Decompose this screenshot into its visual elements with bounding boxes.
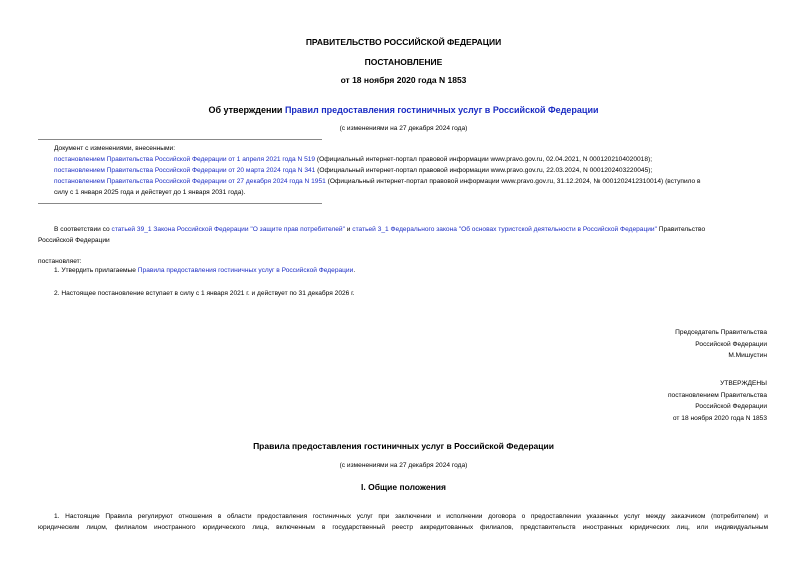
- title-prefix: Об утверждении: [208, 105, 285, 115]
- title-rules-link[interactable]: Правил предоставления гостиничных услуг в Российской Федерации: [284, 105, 599, 115]
- approval-block: УТВЕРЖДЕНЫ постановлением Правительства Российской Федерации от 18 ноября 2020 года N 1853: [667, 380, 767, 422]
- title-changes: (с изменениями на 27 декабря 2024 года): [339, 125, 468, 132]
- point-2: 2. Настоящее постановление вступает в силу с 1 января 2021 г. и действует по 31 декабря 2026 г.: [54, 290, 355, 297]
- rules-title: Правила предоставления гостиничных услуг в Российской Федерации: [253, 441, 554, 451]
- law-3-1-link[interactable]: статьей 3_1 Федерального закона "Об основах туристской деятельности в Российской Федерации": [352, 226, 657, 233]
- paragraph-1: 1. Настоящие Правила регулируют отношения в области предоставления гостиничных услуг при заключении и исполнении договора о предоставлении указанных услуг между заказчиком (потребителем) и юридическим лицом, филиалом иностранного юридического лица, включенным в государственный реестр аккредитованных филиалов, представительств иностранных юридических лиц, или индивидуальным: [38, 513, 768, 531]
- amendment-link-1951[interactable]: постановлением Правительства Российской Федерации от 27 декабря 2024 года N 1951: [54, 178, 326, 185]
- government-heading: ПРАВИТЕЛЬСТВО РОССИЙСКОЙ ФЕДЕРАЦИИ: [305, 37, 502, 47]
- section-heading: I. Общие положения: [361, 482, 446, 492]
- divider-top: [38, 139, 322, 140]
- amendment-item-continued: силу с 1 января 2025 года и действует до 1 января 2031 года).: [54, 189, 246, 196]
- preamble: В соответствии со статьей 39_1 Закона Российской Федерации "О защите прав потребителей" и статьей 3_1 Федерального закона "Об основах туристской деятельности в Российской Федерации" Правительство Российской Федерации: [38, 226, 706, 244]
- date-number: от 18 ноября 2020 года N 1853: [340, 75, 467, 85]
- rules-changes: (с изменениями на 27 декабря 2024 года): [339, 462, 468, 469]
- law-39-1-link[interactable]: статьей 39_1 Закона Российской Федерации "О защите прав потребителей": [111, 226, 345, 233]
- divider-bottom: [38, 203, 322, 204]
- point-1: 1. Утвердить прилагаемые Правила предоставления гостиничных услуг в Российской Федерации.: [54, 267, 356, 274]
- doc-type-heading: ПОСТАНОВЛЕНИЕ: [364, 57, 443, 67]
- amendment-item: постановлением Правительства Российской Федерации от 27 декабря 2024 года N 1951 (Официальный интернет-портал правовой информации www.pravo.gov.ru, 31.12.2024, № 0001202412310014) (вступило в: [54, 178, 701, 185]
- amendment-link-341[interactable]: постановлением Правительства Российской Федерации от 20 марта 2024 года N 341: [54, 167, 316, 174]
- amendments-block: [54, 143, 774, 198]
- amendment-item: постановлением Правительства Российской Федерации от 20 марта 2024 года N 341 (Официальный интернет-портал правовой информации www.pravo.gov.ru, 22.03.2024, N 0001202403220045);: [54, 167, 653, 174]
- amendments-heading: Документ с изменениями, внесенными:: [54, 145, 176, 152]
- signature-block: Председатель Правительства Российской Федерации М.Мишустин: [675, 329, 767, 359]
- rules-link[interactable]: Правила предоставления гостиничных услуг в Российской Федерации: [137, 267, 354, 274]
- amendment-item: постановлением Правительства Российской Федерации от 1 апреля 2021 года N 519 (Официальный интернет-портал правовой информации www.pravo.gov.ru, 02.04.2021, N 0001202104020018);: [54, 156, 653, 163]
- amendment-link-519[interactable]: постановлением Правительства Российской Федерации от 1 апреля 2021 года N 519: [54, 156, 316, 163]
- document-title: [0, 105, 807, 115]
- resolves-text: постановляет:: [38, 258, 82, 265]
